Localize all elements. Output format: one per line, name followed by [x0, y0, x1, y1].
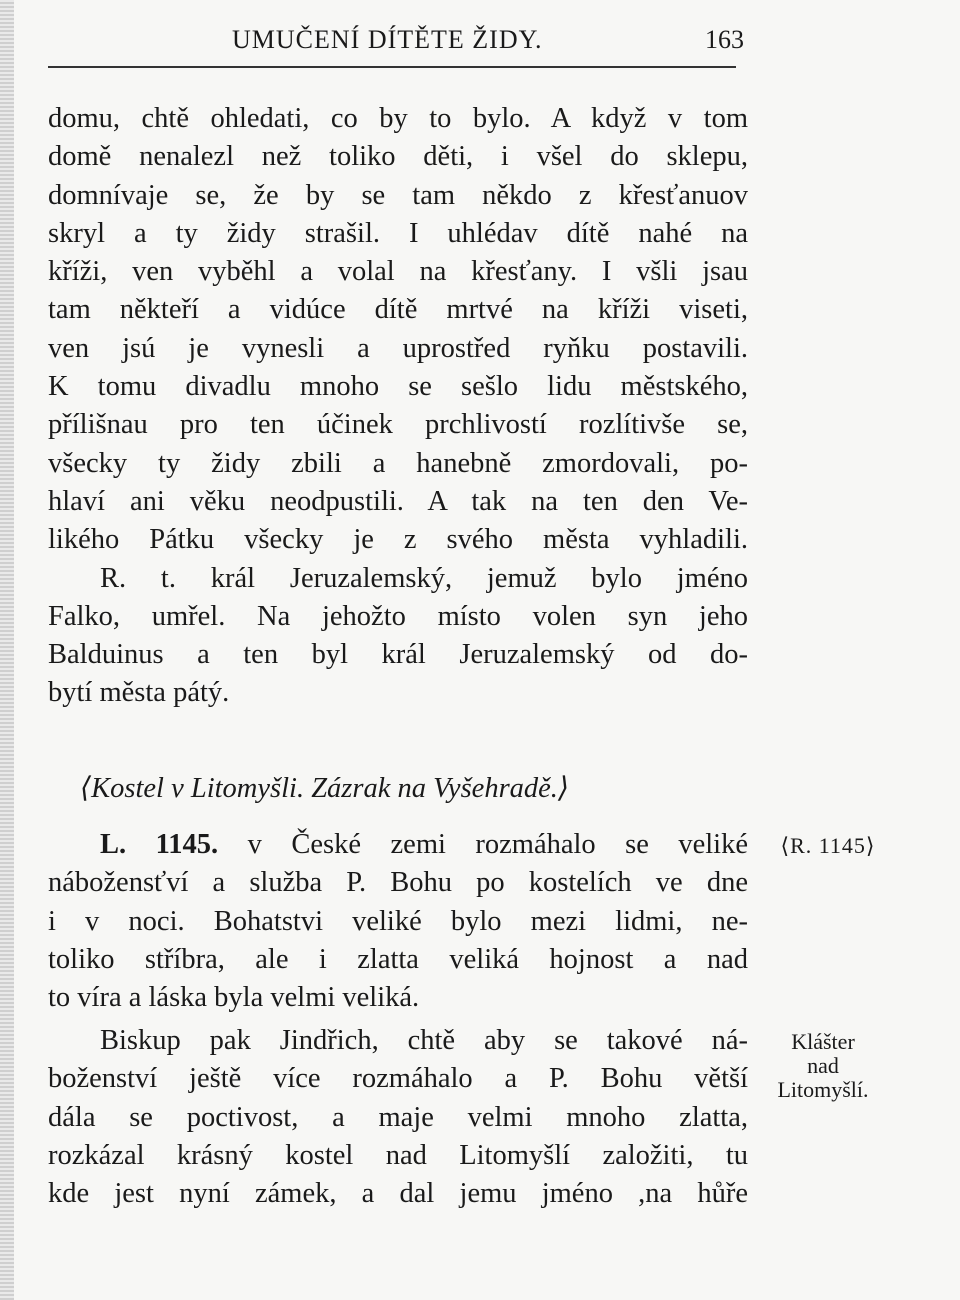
margin-note-line: Litomyšlí.: [777, 1077, 869, 1102]
text-line: to víra a láska byla velmi veliká.: [48, 982, 420, 1014]
paragraph-continuation: [48, 100, 748, 713]
text-line: ven jsú je vynesli a uprostřed ryňku postavili.: [48, 332, 748, 364]
text-line: i v noci. Bohatstvi veliké bylo mezi lidmi, ne-: [48, 905, 748, 937]
text-line: R. t. král Jeruzalemský, jemuž bylo jméno: [100, 562, 748, 594]
scanned-page-edge: [0, 0, 14, 1300]
text-line: nábožensťví a služba P. Bohu po kostelích ve dne: [48, 867, 748, 899]
text-line: přílišnau pro ten účinek prchlivostí rozlítivše se,: [48, 409, 748, 441]
text-line: [48, 826, 748, 864]
margin-note-line: Klášter: [791, 1029, 855, 1054]
text-line: bytí města pátý.: [48, 677, 230, 709]
text-line: Biskup pak Jindřich, chtě aby se takové ná-: [100, 1025, 748, 1056]
section-heading: ⟨Kostel v Litomyšli. Zázrak na Vyšehradě.⟩: [80, 773, 570, 804]
running-title: UMUČENÍ DÍTĚTE ŽIDY.: [232, 25, 543, 54]
text-line: kříži, ven vyběhl a volal na křesťany. I všli jsau: [48, 256, 748, 288]
text-line: K tomu divadlu mnoho se sešlo lidu městského,: [48, 371, 748, 403]
paragraph-bishop: [48, 1022, 748, 1213]
text-line: tam někteří a vidúce dítě mrtvé na kříži viseti,: [48, 294, 748, 326]
text-line: hlaví ani věku neodpustili. A tak na ten den Ve-: [48, 485, 748, 517]
paragraph-year-1145: [48, 826, 748, 1017]
text-line: všecky ty židy zbili a hanebně zmordovali, po-: [48, 447, 748, 479]
text-line: dála se poctivost, a maje velmi mnoho zlatta,: [48, 1101, 748, 1133]
text-line: Balduinus a ten byl král Jeruzalemský od do-: [48, 639, 748, 671]
year-label: L. 1145.: [100, 829, 219, 860]
running-head: [0, 22, 960, 62]
text-line: boženství ještě více rozmáhalo a P. Bohu větší: [48, 1063, 748, 1095]
margin-note-monastery: [758, 1030, 888, 1102]
text-line: Falko, umřel. Na jehožto místo volen syn jeho: [48, 600, 748, 632]
margin-note-year: ⟨R. 1145⟩: [780, 833, 876, 858]
text-line: skryl a ty židy strašil. I uhlédav dítě nahé na: [48, 217, 748, 249]
text-line: rozkázal krásný kostel nad Litomyšlí založiti, tu: [48, 1139, 748, 1171]
page-number: 163: [705, 25, 744, 54]
text-line: domě nenalezl než toliko děti, i všel do sklepu,: [48, 141, 748, 173]
text-line: toliko stříbra, ale i zlatta veliká hojnost a nad: [48, 943, 748, 975]
header-rule: [48, 66, 736, 68]
text-line: kde jest nyní zámek, a dal jemu jméno ,na hůře: [48, 1178, 748, 1210]
margin-note-line: nad: [807, 1053, 839, 1078]
text-line: domu, chtě ohledati, co by to bylo. A když v tom: [48, 103, 748, 134]
text-line: likého Pátku všecky je z svého města vyhladili.: [48, 524, 748, 556]
text-line-rest: v České zemi rozmáhalo se veliké: [247, 829, 748, 860]
text-line: domnívaje se, že by se tam někdo z křesťanuov: [48, 179, 748, 211]
